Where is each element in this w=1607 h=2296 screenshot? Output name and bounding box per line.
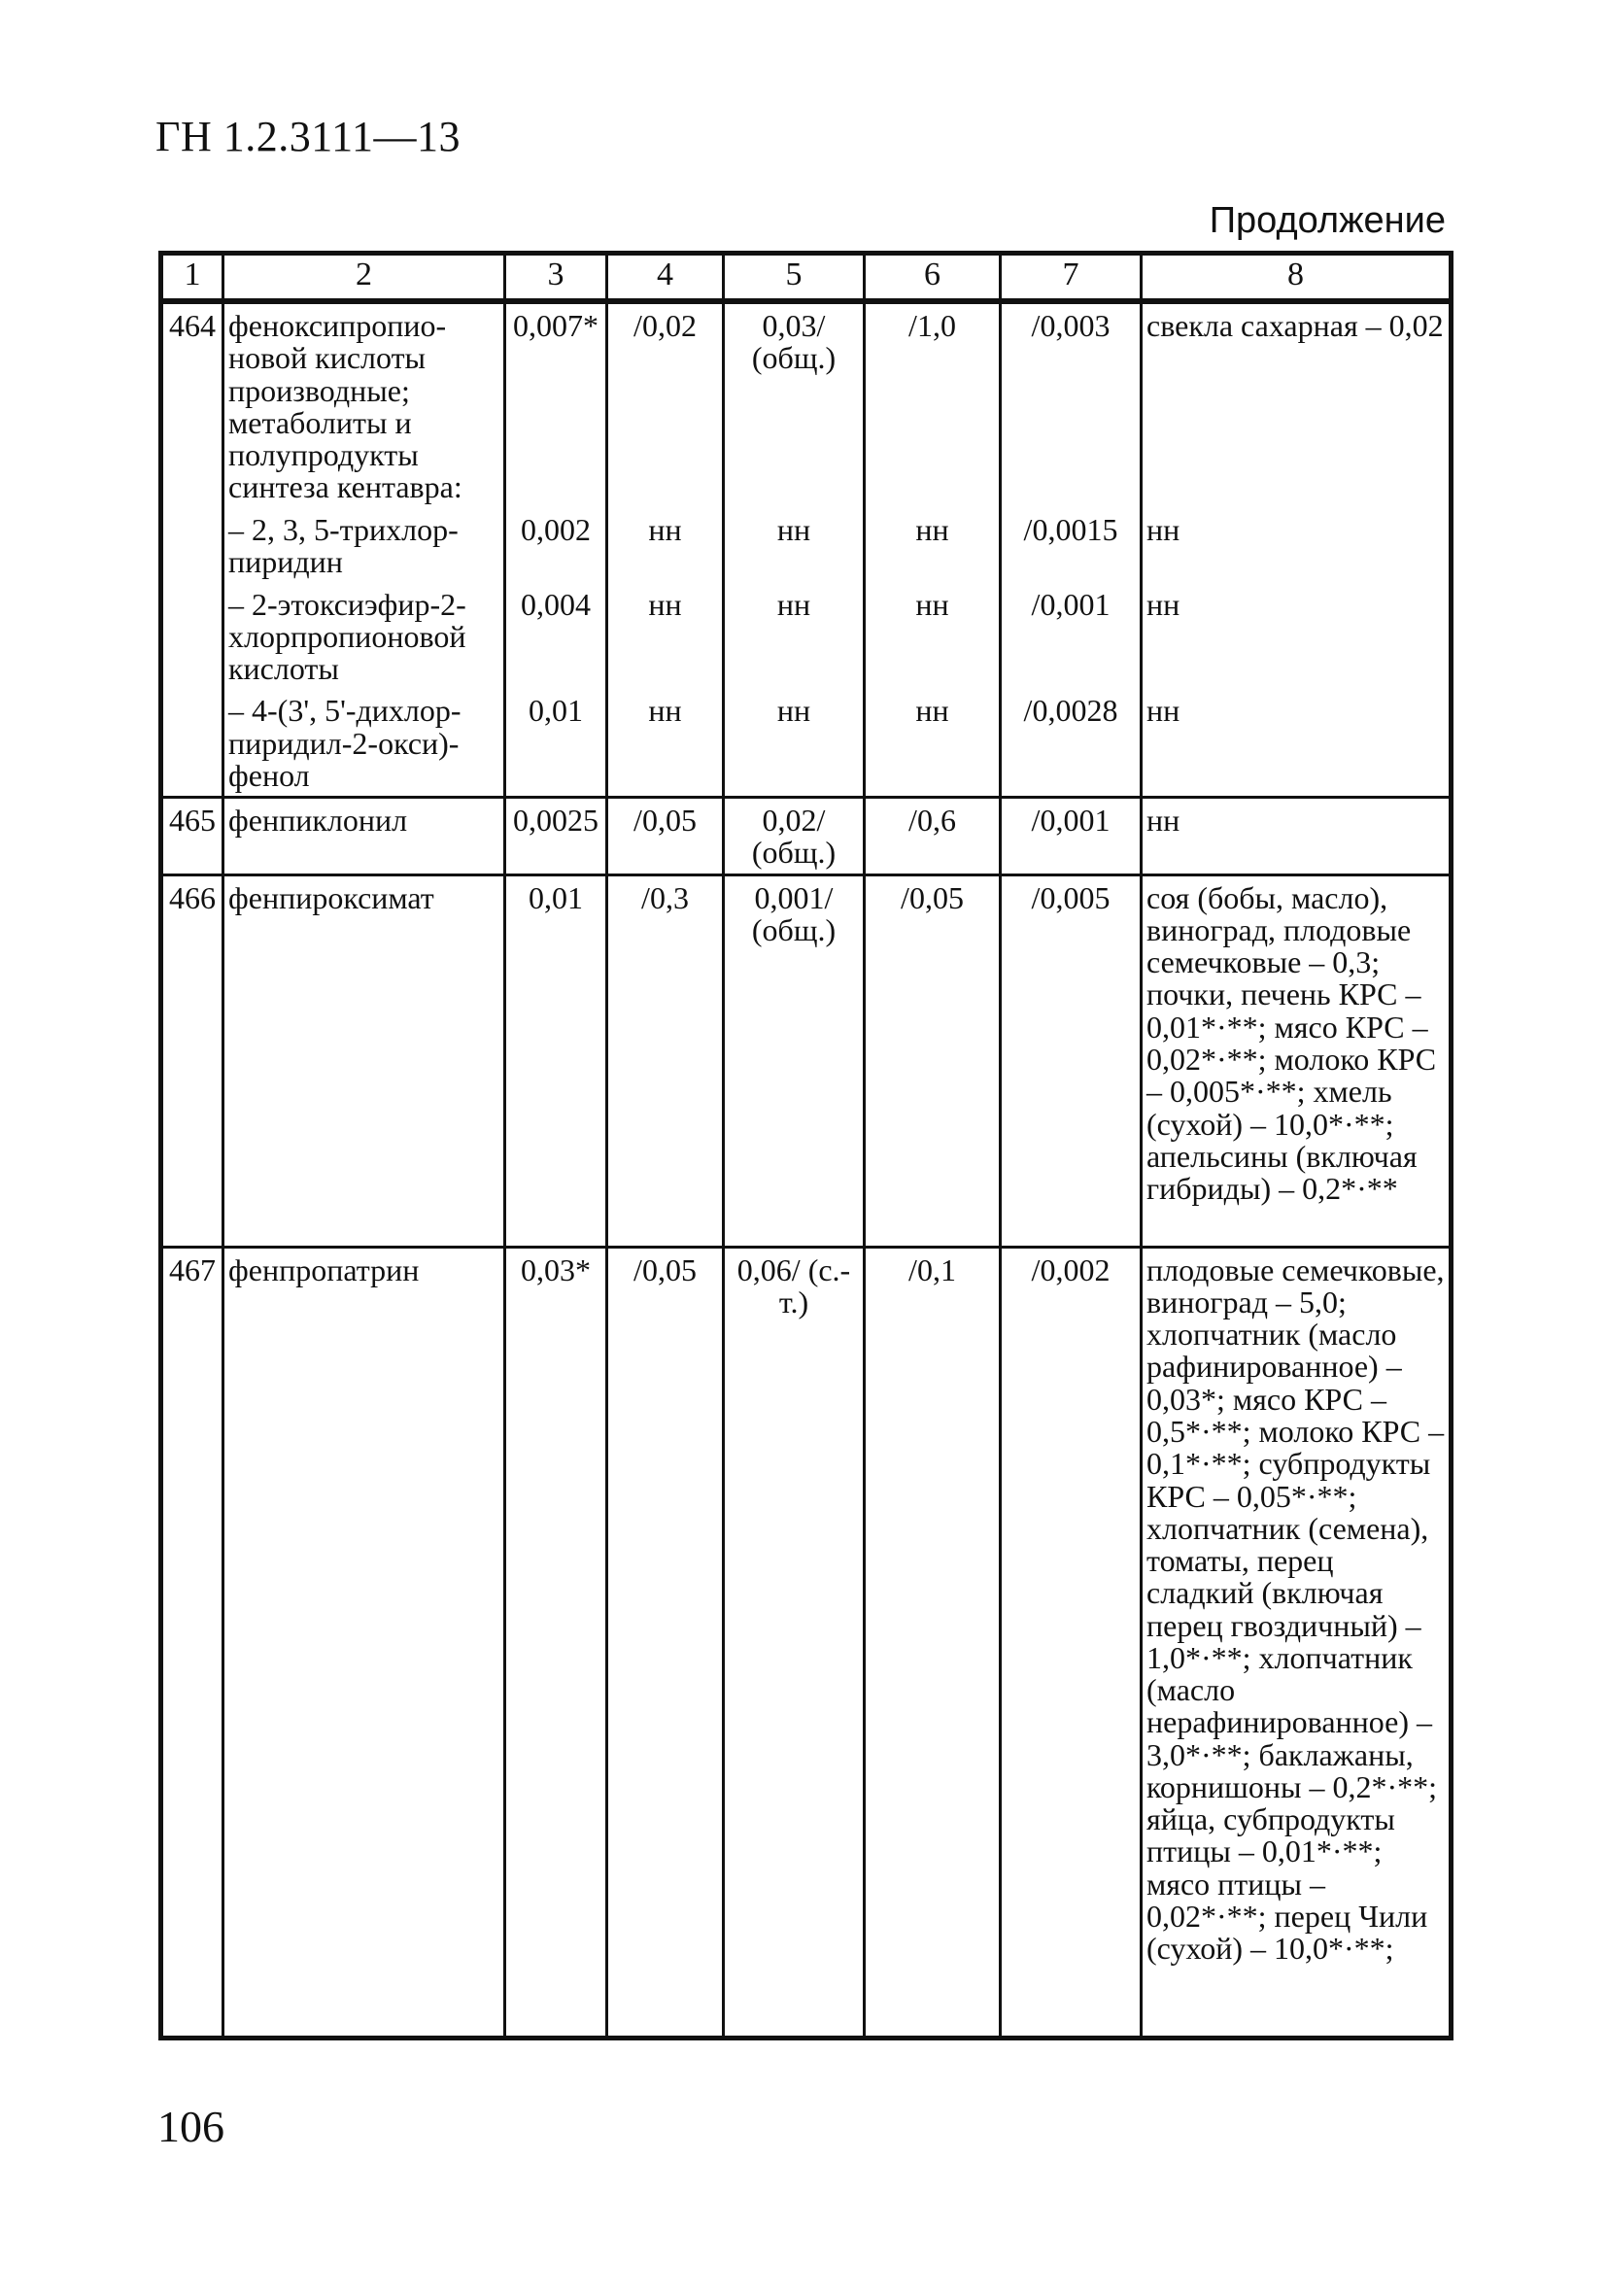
column-header: 6 [865,254,1001,302]
substance-name: фенпропатрин [223,1247,505,2038]
cell-col6: /0,1 [865,1247,1001,2038]
substance-name: фенпироксимат [223,874,505,1247]
row-number: 464 [161,301,223,508]
column-header: 1 [161,254,223,302]
cell-col6: нн [865,583,1001,690]
table-row [161,508,1452,583]
cell-col8: нн [1142,798,1452,875]
cell-col8: свекла сахарная – 0,02 [1142,301,1452,508]
cell-col6: нн [865,689,1001,797]
cell-col6: нн [865,508,1001,583]
row-number [161,689,223,797]
cell-col3: 0,007* [505,301,607,508]
table-row [161,874,1452,1247]
row-number [161,583,223,690]
data-table [158,251,1453,2040]
table-header-row [161,254,1452,302]
cell-col4: нн [607,508,724,583]
cell-col7: /0,002 [1001,1247,1142,2038]
column-header: 4 [607,254,724,302]
substance-name: – 4-(3', 5'-дихлор-пиридил-2-окси)-фенол [223,689,505,797]
column-header: 3 [505,254,607,302]
cell-col3: 0,01 [505,874,607,1247]
cell-col5: 0,001/ (общ.) [724,874,865,1247]
cell-col5: нн [724,508,865,583]
cell-col4: нн [607,689,724,797]
row-number [161,508,223,583]
substance-name: – 2-этоксиэфир-2-хлорпропионовой кислоты [223,583,505,690]
cell-col3: 0,01 [505,689,607,797]
table-row [161,301,1452,508]
cell-col6: /0,6 [865,798,1001,875]
cell-col6: /0,05 [865,874,1001,1247]
substance-name: – 2, 3, 5-трихлор-пиридин [223,508,505,583]
row-number: 465 [161,798,223,875]
cell-col7: /0,001 [1001,583,1142,690]
cell-col4: /0,05 [607,1247,724,2038]
cell-col8: соя (бобы, масло), виноград, плодовые семечковые – 0,3; почки, печень КРС – 0,01*·**; мясо КРС – 0,02*·**; молоко КРС – 0,005*·**; хмель (сухой) – 10,0*·**; апельсины (включая гибриды) – 0,2*·** [1142,874,1452,1247]
cell-col8: нн [1142,508,1452,583]
cell-col8: нн [1142,583,1452,690]
column-header: 5 [724,254,865,302]
cell-col7: /0,0015 [1001,508,1142,583]
cell-col5: 0,02/ (общ.) [724,798,865,875]
column-header: 8 [1142,254,1452,302]
page-number: 106 [157,2102,224,2151]
substance-name: феноксипропио-новой кислоты производные; метаболиты и полупродукты синтеза кентавра: [223,301,505,508]
cell-col8: плодовые семечковые, виноград – 5,0; хлопчатник (масло рафинированное) – 0,03*; мясо КРС – 0,5*·**; молоко КРС – 0,1*·**; субпродукты КРС – 0,05*·**; хлопчатник (семена), томаты, перец сладкий (включая перец гвоздичный) – 1,0*·**; хлопчатник (масло нерафинированное) – 3,0*·**; баклажаны, корнишоны – 0,2*·**; яйца, субпродукты птицы – 0,01*·**; мясо птицы – 0,02*·**; перец Чили (сухой) – 10,0*·**; [1142,1247,1452,2038]
cell-col4: /0,3 [607,874,724,1247]
cell-col7: /0,0028 [1001,689,1142,797]
column-header: 2 [223,254,505,302]
cell-col3: 0,0025 [505,798,607,875]
document-code: ГН 1.2.3111—13 [155,113,461,160]
cell-col6: /1,0 [865,301,1001,508]
row-number: 467 [161,1247,223,2038]
cell-col5: нн [724,583,865,690]
row-number: 466 [161,874,223,1247]
cell-col4: нн [607,583,724,690]
table-row [161,1247,1452,2038]
column-header: 7 [1001,254,1142,302]
cell-col5: нн [724,689,865,797]
cell-col4: /0,02 [607,301,724,508]
table-row [161,689,1452,797]
cell-col7: /0,005 [1001,874,1142,1247]
cell-col8: нн [1142,689,1452,797]
cell-col4: /0,05 [607,798,724,875]
cell-col5: 0,03/ (общ.) [724,301,865,508]
table-row [161,798,1452,875]
cell-col7: /0,003 [1001,301,1142,508]
continuation-label: Продолжение [1209,200,1446,241]
cell-col3: 0,03* [505,1247,607,2038]
cell-col7: /0,001 [1001,798,1142,875]
cell-col3: 0,002 [505,508,607,583]
cell-col5: 0,06/ (с.-т.) [724,1247,865,2038]
cell-col3: 0,004 [505,583,607,690]
table-row [161,583,1452,690]
substance-name: фенпиклонил [223,798,505,875]
